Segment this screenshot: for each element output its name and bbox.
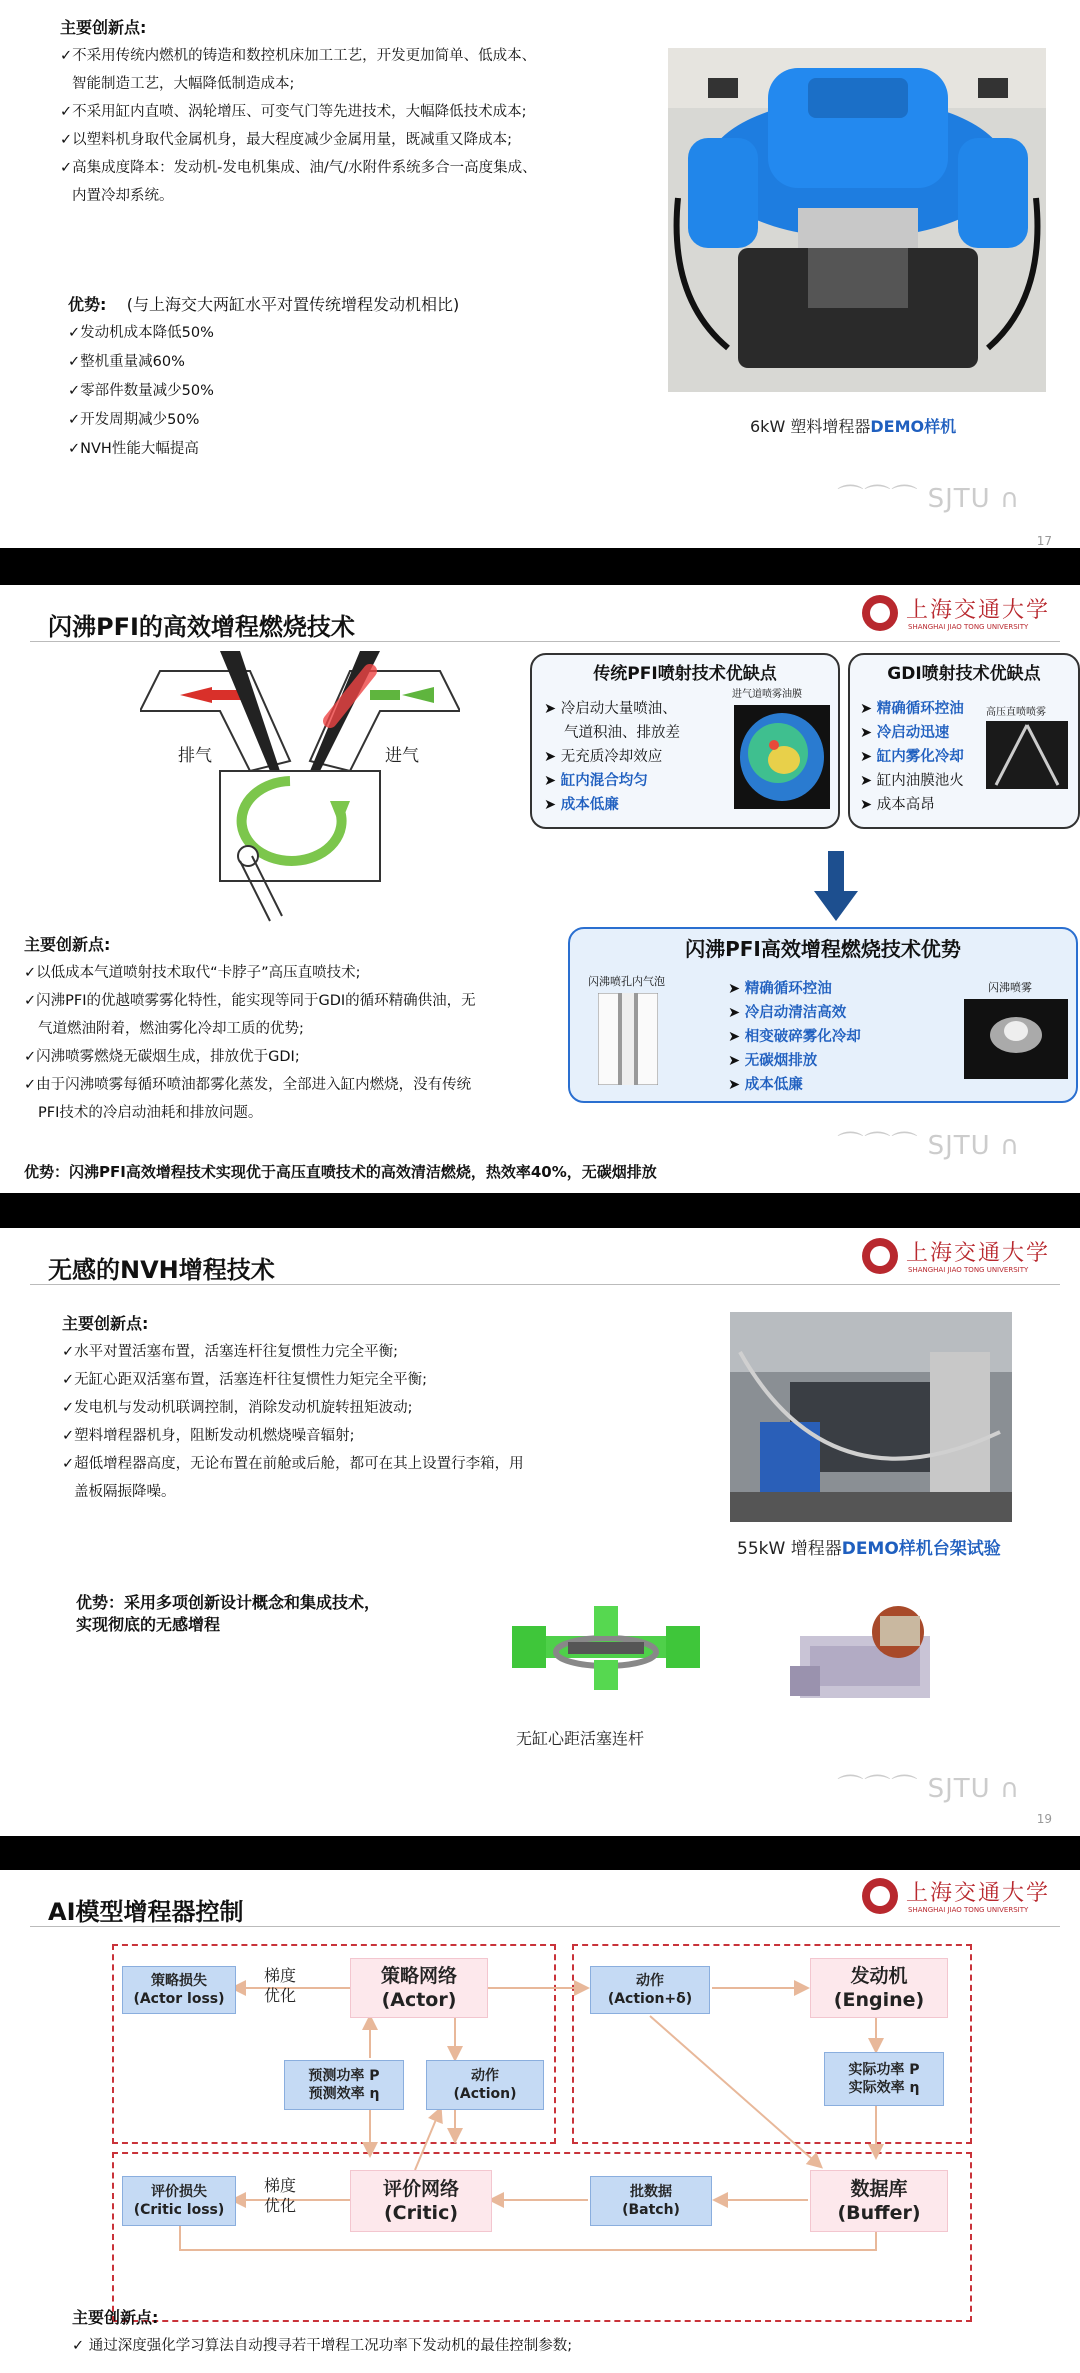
sjtu-watermark: ⌒⌒⌒ SJTU ∩: [837, 1131, 1020, 1161]
innovation-heading: 主要创新点:: [60, 18, 147, 37]
flash-pfi-box: [568, 927, 1078, 1103]
pfi-box-title: 传统PFI喷射技术优缺点: [593, 664, 777, 684]
gdi-image-label: 高压直喷喷雾: [986, 707, 1046, 718]
innovation-item: ✓闪沸喷雾燃烧无碳烟生成，排放优于GDI;: [24, 1049, 300, 1065]
sjtu-watermark: ⌒⌒⌒ SJTU ∩: [837, 1774, 1020, 1804]
test-bench-photo: [730, 1312, 1012, 1522]
innovation-item: ✓超低增程器高度，无论布置在前舱或后舱，都可在其上设置行李箱，用: [62, 1456, 524, 1472]
actor-node: 策略网络 (Actor): [350, 1958, 488, 2018]
slide-18: [0, 585, 1080, 1193]
engine-node: 发动机 (Engine): [810, 1958, 948, 2018]
innovation-item: ✓ 通过深度强化学习算法自动搜寻若干增程工况功率下发动机的最佳控制参数;: [72, 2338, 573, 2354]
innovation-item: ✓无缸心距双活塞布置，活塞连杆往复惯性力矩完全平衡;: [62, 1372, 428, 1388]
gdi-list: ➤ 精确循环控油 ➤ 冷启动迅速 ➤ 缸内雾化冷却 ➤ 缸内油膜池火 ➤ 成本高昂: [860, 701, 964, 813]
innovation-item: ✓不采用缸内直喷、涡轮增压、可变气门等先进技术，大幅降低技术成本;: [60, 104, 527, 120]
flow-arrows: [0, 1870, 1080, 2373]
innovation-item: 智能制造工艺，大幅降低制造成本;: [72, 76, 295, 92]
bubble-image: [598, 993, 658, 1085]
engine-caption: 6kW 塑料增程器DEMO样机: [750, 417, 957, 436]
innovation-list: [24, 931, 476, 1127]
action-node: 动作 (Action): [426, 2060, 544, 2110]
innovation-item: ✓以低成本气道喷射技术取代“卡脖子”高压直喷技术;: [24, 965, 361, 981]
innovation-item: 气道燃油附着，燃油雾化冷却工质的优势;: [38, 1021, 304, 1037]
innovation-list: [62, 1310, 524, 1506]
sjtu-logo: 上海交通大学 SHANGHAI JIAO TONG UNIVERSITY: [862, 1236, 1052, 1278]
innovation-item: 内置冷却系统。: [72, 188, 174, 204]
page-number: 19: [1036, 1812, 1052, 1826]
title-rule: [30, 1284, 1060, 1285]
pfi-list: ➤ 冷启动大量喷油、 气道积油、排放差 ➤ 无充质冷却效应 ➤ 缸内混合均匀 ➤ 成本低廉: [544, 701, 680, 813]
actual-node: 实际功率 P 实际效率 η: [824, 2052, 944, 2106]
pfi-spray-image: [734, 705, 830, 809]
innovation-item: ✓高集成度降本：发动机-发电机集成、油/气/水附件系统多合一高度集成、: [60, 160, 537, 176]
critic-loss-node: 评价损失 (Critic loss): [122, 2176, 236, 2226]
slide-title: 无感的NVH增程技术: [48, 1256, 275, 1284]
down-arrow-icon: [814, 851, 858, 923]
innovation-item: ✓以塑料机身取代金属机身，最大程度减少金属用量，既减重又降成本;: [60, 132, 513, 148]
innovation-list: [60, 14, 537, 210]
flash-box-title: 闪沸PFI高效增程燃烧技术优势: [685, 937, 961, 961]
action-delta-node: 动作 (Action+δ): [590, 1966, 710, 2014]
critic-node: 评价网络 (Critic): [350, 2170, 492, 2232]
sjtu-logo: 上海交通大学 SHANGHAI JIAO TONG UNIVERSITY: [862, 1876, 1052, 1918]
advantage-heading: 优势:: [68, 295, 107, 314]
actor-loss-node: 策略损失 (Actor loss): [122, 1966, 236, 2014]
bench-caption: 55kW 增程器DEMO样机台架试验: [737, 1539, 1001, 1559]
advantage-item: ✓发动机成本降低50%: [68, 325, 214, 341]
slide-title: 闪沸PFI的高效增程燃烧技术: [48, 613, 355, 641]
gdi-pros-cons-box: [848, 653, 1080, 829]
batch-node: 批数据 (Batch): [590, 2176, 712, 2226]
pfi-image-label: 进气道喷雾油膜: [732, 689, 802, 700]
engine-cutaway-image: [790, 1596, 950, 1708]
slide-17: [0, 0, 1080, 548]
exhaust-label: 排气: [178, 746, 212, 766]
intake-label: 进气: [385, 746, 419, 766]
gradient-label-top: 梯度 优化: [264, 1966, 297, 2005]
advantage-list: [68, 290, 459, 464]
sjtu-seal-icon: [862, 595, 898, 631]
piston-caption: 无缸心距活塞连杆: [516, 1729, 645, 1748]
flash-list: ➤ 精确循环控油 ➤ 冷启动清洁高效 ➤ 相变破碎雾化冷却 ➤ 无碳烟排放 ➤ 成本低廉: [728, 981, 861, 1093]
innovation-item: PFI技术的冷启动油耗和排放问题。: [38, 1105, 263, 1121]
combustion-diagram: [140, 651, 460, 941]
title-rule: [30, 641, 1060, 642]
flash-right-label: 闪沸喷雾: [988, 981, 1032, 994]
buffer-node: 数据库 (Buffer): [810, 2170, 948, 2232]
sjtu-seal-icon: [862, 1238, 898, 1274]
gradient-label-bottom: 梯度 优化: [264, 2176, 297, 2215]
innovation-heading: 主要创新点:: [72, 2308, 159, 2327]
advantage-item: ✓开发周期减少50%: [68, 412, 200, 428]
advantage-block: 优势：采用多项创新设计概念和集成技术， 实现彻底的无感增程: [76, 1593, 381, 1634]
innovation-item: ✓水平对置活塞布置，活塞连杆往复惯性力完全平衡;: [62, 1344, 399, 1360]
predicted-node: 预测功率 P 预测效率 η: [284, 2060, 404, 2110]
slide-20: [0, 1870, 1080, 2373]
gdi-box-title: GDI喷射技术优缺点: [887, 664, 1041, 684]
flash-left-label: 闪沸喷孔内气泡: [588, 975, 665, 988]
innovation-item: ✓塑料增程器机身，阻断发动机燃烧噪音辐射;: [62, 1428, 355, 1444]
flash-spray-image: [964, 999, 1068, 1079]
advantage-item: ✓NVH性能大幅提高: [68, 441, 199, 457]
advantage-item: ✓零部件数量减少50%: [68, 383, 214, 399]
engine-photo: [668, 48, 1046, 392]
advantage-note: (与上海交大两缸水平对置传统增程发动机相比): [126, 295, 460, 314]
piston-model-image: [508, 1596, 704, 1706]
gdi-spray-image: [986, 721, 1068, 789]
page-number: 17: [1036, 534, 1052, 548]
sjtu-watermark: ⌒⌒⌒ SJTU ∩: [837, 484, 1020, 514]
innovation-heading: 主要创新点:: [24, 935, 111, 954]
innovation-item: ✓不采用传统内燃机的铸造和数控机床加工工艺，开发更加简单、低成本、: [60, 48, 537, 64]
advantage-line: 优势：闪沸PFI高效增程技术实现优于高压直喷技术的高效清洁燃烧，热效率40%，无碳烟排放: [24, 1163, 657, 1181]
innovation-item: ✓闪沸PFI的优越喷雾雾化特性，能实现等同于GDI的循环精确供油，无: [24, 993, 476, 1009]
innovation-item: 盖板隔振降噪。: [74, 1484, 176, 1500]
sjtu-logo: 上海交通大学 SHANGHAI JIAO TONG UNIVERSITY: [862, 593, 1052, 635]
slide-title: AI模型增程器控制: [48, 1898, 244, 1926]
advantage-item: ✓整机重量减60%: [68, 354, 185, 370]
innovation-item: ✓发电机与发动机联调控制，消除发动机旋转扭矩波动;: [62, 1400, 413, 1416]
innovation-list: [72, 2304, 572, 2360]
innovation-heading: 主要创新点:: [62, 1314, 149, 1333]
pfi-pros-cons-box: [530, 653, 840, 829]
slide-19: [0, 1228, 1080, 1836]
innovation-item: ✓由于闪沸喷雾每循环喷油都雾化蒸发，全部进入缸内燃烧，没有传统: [24, 1077, 472, 1093]
